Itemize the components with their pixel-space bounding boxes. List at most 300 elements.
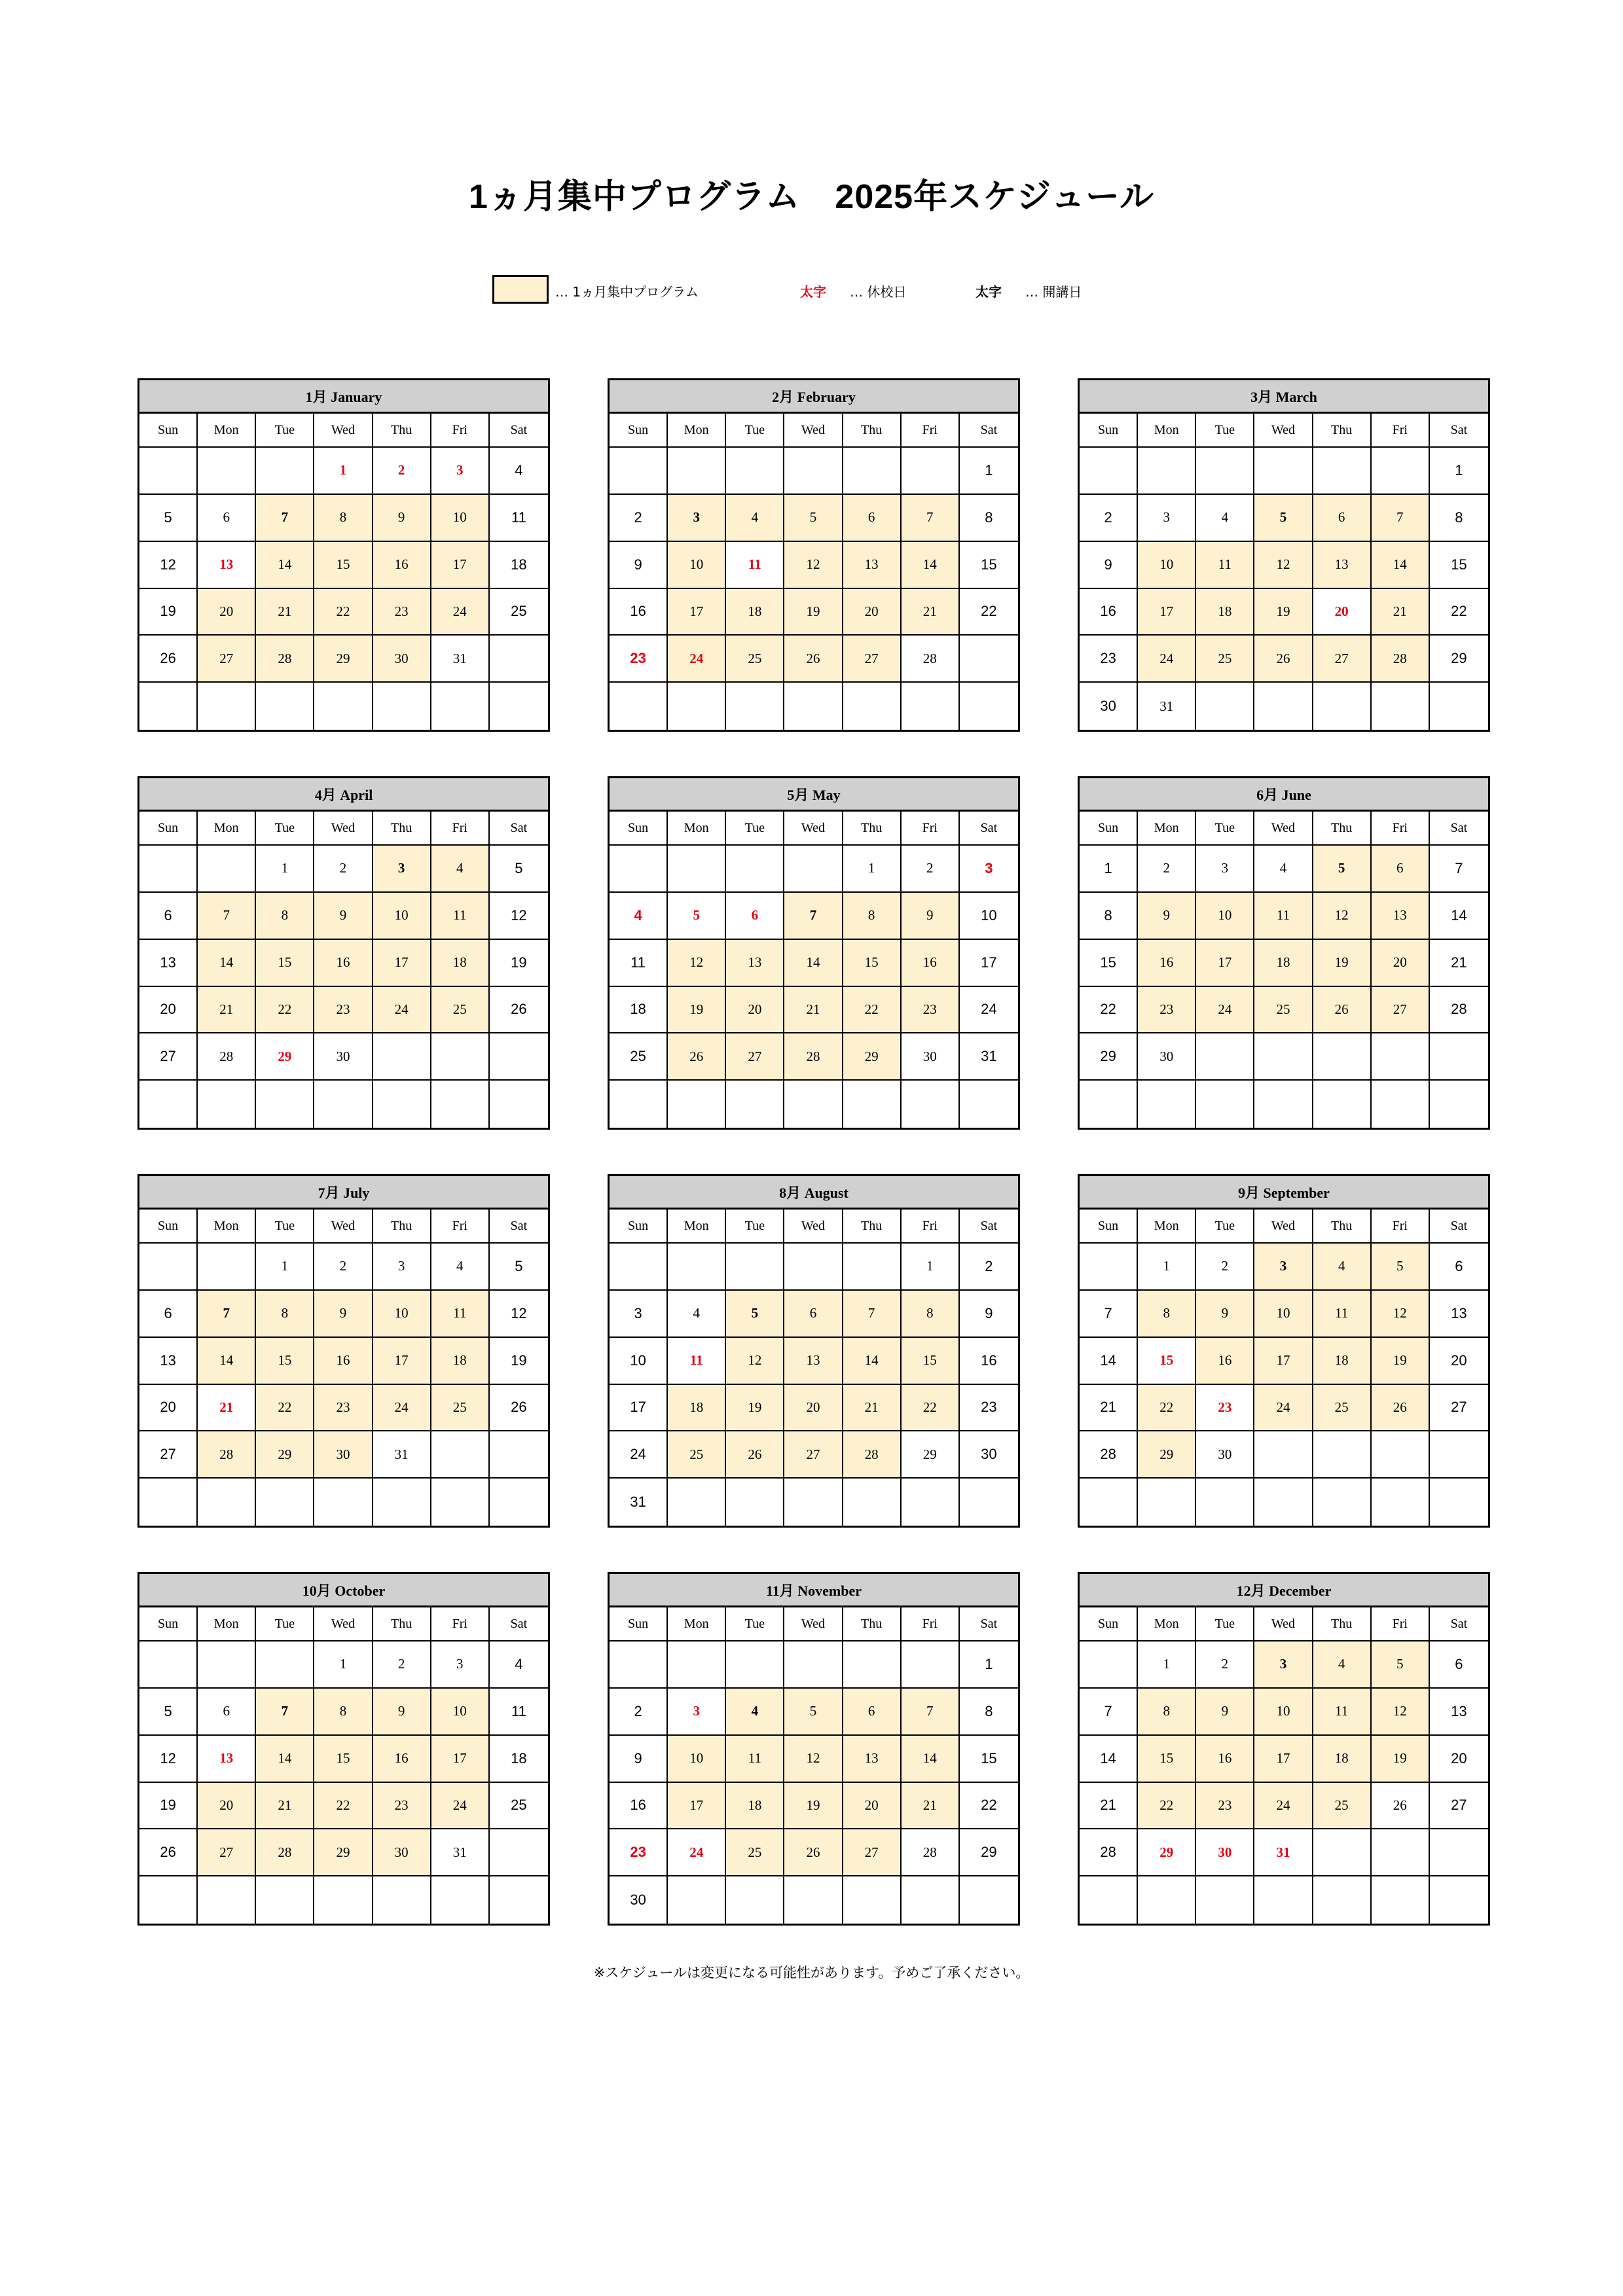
weekday-header: Fri [1372,1210,1430,1244]
empty-day-cell [726,1876,784,1924]
weekday-header: Fri [431,812,490,846]
day-cell: 8 [960,495,1018,542]
empty-day-cell [784,1244,843,1291]
month-day-grid [137,414,550,732]
empty-day-cell [139,1244,198,1291]
weekday-header: Mon [668,812,726,846]
day-cell: 24 [668,1829,726,1876]
day-cell: 7 [1372,495,1430,542]
weekday-header: Fri [431,1210,490,1244]
empty-day-cell [198,846,256,893]
month-calendar [1078,1572,1490,1926]
month-calendar [1078,378,1490,732]
day-cell: 10 [1138,542,1196,589]
empty-day-cell [1372,683,1430,730]
day-cell: 2 [960,1244,1018,1291]
day-cell: 25 [490,1783,548,1830]
empty-day-cell [139,1479,198,1526]
day-cell: 31 [431,636,490,683]
day-cell: 6 [843,1689,902,1736]
day-cell: 27 [843,636,902,683]
weekday-header: Wed [784,1607,843,1641]
day-cell: 26 [668,1033,726,1081]
day-cell: 28 [902,636,960,683]
day-cell: 11 [490,495,548,542]
empty-day-cell [726,1479,784,1526]
weekday-header: Sat [490,1210,548,1244]
day-cell: 3 [610,1291,668,1338]
weekday-header: Sat [1430,812,1488,846]
day-cell: 8 [314,495,373,542]
day-cell: 9 [314,1291,373,1338]
day-cell: 4 [431,1244,490,1291]
day-cell: 29 [960,1829,1018,1876]
day-cell: 30 [1080,683,1138,730]
weekday-header: Fri [902,414,960,448]
day-cell: 31 [373,1431,431,1479]
day-cell: 29 [256,1431,314,1479]
day-cell: 25 [490,589,548,636]
weekday-header: Tue [256,1607,314,1641]
day-cell: 5 [490,1244,548,1291]
weekday-header: Sun [1080,1607,1138,1641]
day-cell: 29 [843,1033,902,1081]
day-cell: 26 [1372,1783,1430,1830]
empty-day-cell [726,1081,784,1128]
empty-day-cell [1196,1033,1254,1081]
weekday-header: Tue [1196,1607,1254,1641]
day-cell: 10 [610,1338,668,1385]
day-cell: 8 [1138,1689,1196,1736]
day-cell: 21 [784,987,843,1034]
day-cell: 25 [726,1829,784,1876]
empty-day-cell [314,1876,373,1924]
month-day-grid [608,414,1020,732]
empty-day-cell [902,1876,960,1924]
day-cell: 24 [668,636,726,683]
day-cell: 18 [1196,589,1254,636]
month-title: 10月 October [137,1572,550,1607]
day-cell: 4 [1313,1244,1372,1291]
empty-day-cell [139,683,198,730]
day-cell: 27 [1430,1783,1488,1830]
day-cell: 9 [1196,1689,1254,1736]
day-cell: 4 [490,1641,548,1689]
day-cell: 25 [726,636,784,683]
day-cell: 8 [1430,495,1488,542]
empty-day-cell [784,683,843,730]
day-cell: 20 [1430,1338,1488,1385]
empty-day-cell [198,1244,256,1291]
month-day-grid [137,812,550,1130]
day-cell: 19 [784,589,843,636]
day-cell: 30 [1196,1829,1254,1876]
day-cell: 1 [1138,1244,1196,1291]
day-cell: 23 [1080,636,1138,683]
day-cell: 4 [668,1291,726,1338]
day-cell: 31 [431,1829,490,1876]
day-cell: 7 [1080,1689,1138,1736]
empty-day-cell [1313,683,1372,730]
empty-day-cell [1372,1479,1430,1526]
day-cell: 11 [668,1338,726,1385]
weekday-header: Thu [1313,1607,1372,1641]
day-cell: 8 [1080,893,1138,940]
day-cell: 3 [373,846,431,893]
weekday-header: Mon [1138,1210,1196,1244]
day-cell: 21 [1430,940,1488,987]
weekday-header: Tue [1196,414,1254,448]
day-cell: 6 [198,1689,256,1736]
day-cell: 12 [784,1736,843,1783]
empty-day-cell [431,1479,490,1526]
empty-day-cell [1313,1829,1372,1876]
day-cell: 9 [610,1736,668,1783]
day-cell: 19 [490,1338,548,1385]
day-cell: 7 [198,893,256,940]
weekday-header: Sun [610,414,668,448]
day-cell: 2 [1196,1244,1254,1291]
month-calendar [137,1174,550,1528]
empty-day-cell [431,1876,490,1924]
month-day-grid [608,812,1020,1130]
day-cell: 18 [1254,940,1313,987]
day-cell: 28 [256,636,314,683]
empty-day-cell [960,683,1018,730]
day-cell: 12 [139,542,198,589]
day-cell: 19 [139,1783,198,1830]
weekday-header: Tue [726,812,784,846]
weekday-header: Thu [373,812,431,846]
day-cell: 28 [1080,1829,1138,1876]
empty-day-cell [256,1081,314,1128]
empty-day-cell [373,1479,431,1526]
day-cell: 31 [1254,1829,1313,1876]
empty-day-cell [198,1081,256,1128]
weekday-header: Tue [256,1210,314,1244]
day-cell: 12 [784,542,843,589]
day-cell: 18 [431,940,490,987]
weekday-header: Sat [1430,414,1488,448]
day-cell: 26 [490,1385,548,1432]
empty-day-cell [1254,448,1313,495]
empty-day-cell [1372,1829,1430,1876]
weekday-header: Fri [902,812,960,846]
day-cell: 21 [256,589,314,636]
empty-day-cell [139,1876,198,1924]
day-cell: 26 [490,987,548,1034]
empty-day-cell [1430,1479,1488,1526]
day-cell: 27 [139,1033,198,1081]
day-cell: 14 [256,542,314,589]
day-cell: 22 [256,1385,314,1432]
day-cell: 31 [960,1033,1018,1081]
empty-day-cell [490,1431,548,1479]
weekday-header: Wed [784,1210,843,1244]
day-cell: 13 [139,1338,198,1385]
day-cell: 6 [843,495,902,542]
day-cell: 20 [726,987,784,1034]
day-cell: 14 [198,1338,256,1385]
day-cell: 27 [784,1431,843,1479]
empty-day-cell [843,448,902,495]
day-cell: 20 [198,589,256,636]
day-cell: 26 [784,636,843,683]
day-cell: 25 [1313,1783,1372,1830]
day-cell: 16 [1196,1338,1254,1385]
day-cell: 14 [1080,1736,1138,1783]
legend-program-label: … 1ヵ月集中プログラム [555,284,699,300]
weekday-header: Fri [431,1607,490,1641]
day-cell: 10 [1254,1689,1313,1736]
weekday-header: Wed [314,1607,373,1641]
month-day-grid [137,1607,550,1926]
day-cell: 3 [960,846,1018,893]
day-cell: 10 [668,542,726,589]
day-cell: 2 [373,1641,431,1689]
empty-day-cell [843,1876,902,1924]
day-cell: 9 [1080,542,1138,589]
weekday-header: Tue [726,414,784,448]
day-cell: 26 [1254,636,1313,683]
empty-day-cell [843,1641,902,1689]
day-cell: 8 [902,1291,960,1338]
day-cell: 15 [256,940,314,987]
empty-day-cell [726,846,784,893]
day-cell: 21 [843,1385,902,1432]
day-cell: 9 [610,542,668,589]
day-cell: 27 [198,636,256,683]
empty-day-cell [139,1641,198,1689]
empty-day-cell [668,1641,726,1689]
day-cell: 25 [431,987,490,1034]
legend [0,272,1623,309]
day-cell: 18 [726,1783,784,1830]
empty-day-cell [1372,1431,1430,1479]
empty-day-cell [1430,1876,1488,1924]
empty-day-cell [784,1876,843,1924]
day-cell: 25 [668,1431,726,1479]
weekday-header: Fri [902,1607,960,1641]
empty-day-cell [1138,1081,1196,1128]
day-cell: 4 [610,893,668,940]
weekday-header: Mon [1138,1607,1196,1641]
day-cell: 18 [431,1338,490,1385]
empty-day-cell [843,1479,902,1526]
day-cell: 13 [784,1338,843,1385]
day-cell: 29 [314,1829,373,1876]
empty-day-cell [1196,1081,1254,1128]
month-calendar [608,1174,1020,1528]
weekday-header: Sat [1430,1210,1488,1244]
day-cell: 1 [1430,448,1488,495]
empty-day-cell [1430,683,1488,730]
day-cell: 19 [726,1385,784,1432]
empty-day-cell [1196,683,1254,730]
day-cell: 9 [1196,1291,1254,1338]
weekday-header: Thu [1313,1210,1372,1244]
day-cell: 22 [1138,1783,1196,1830]
empty-day-cell [373,1033,431,1081]
weekday-header: Sat [960,1607,1018,1641]
day-cell: 2 [314,846,373,893]
empty-day-cell [1372,1033,1430,1081]
day-cell: 9 [960,1291,1018,1338]
empty-day-cell [373,1876,431,1924]
day-cell: 20 [198,1783,256,1830]
day-cell: 12 [1372,1689,1430,1736]
day-cell: 1 [960,448,1018,495]
weekday-header: Tue [256,812,314,846]
day-cell: 7 [1430,846,1488,893]
day-cell: 20 [1313,589,1372,636]
day-cell: 7 [198,1291,256,1338]
day-cell: 14 [1080,1338,1138,1385]
day-cell: 10 [668,1736,726,1783]
day-cell: 29 [256,1033,314,1081]
empty-day-cell [490,636,548,683]
empty-day-cell [843,1244,902,1291]
day-cell: 18 [610,987,668,1034]
day-cell: 2 [314,1244,373,1291]
month-day-grid [608,1607,1020,1926]
day-cell: 27 [726,1033,784,1081]
weekday-header: Wed [1254,1210,1313,1244]
day-cell: 11 [726,1736,784,1783]
day-cell: 16 [1138,940,1196,987]
empty-day-cell [490,1876,548,1924]
day-cell: 14 [902,1736,960,1783]
day-cell: 29 [314,636,373,683]
day-cell: 14 [784,940,843,987]
empty-day-cell [1080,1479,1138,1526]
empty-day-cell [256,1876,314,1924]
day-cell: 7 [1080,1291,1138,1338]
empty-day-cell [726,683,784,730]
day-cell: 5 [668,893,726,940]
weekday-header: Wed [314,414,373,448]
day-cell: 29 [1430,636,1488,683]
day-cell: 1 [314,1641,373,1689]
day-cell: 1 [1080,846,1138,893]
day-cell: 19 [1313,940,1372,987]
day-cell: 18 [726,589,784,636]
weekday-header: Sat [1430,1607,1488,1641]
weekday-header: Thu [373,414,431,448]
day-cell: 30 [314,1431,373,1479]
day-cell: 25 [431,1385,490,1432]
day-cell: 12 [1254,542,1313,589]
day-cell: 26 [1372,1385,1430,1432]
empty-day-cell [1080,1244,1138,1291]
day-cell: 25 [1196,636,1254,683]
day-cell: 1 [1138,1641,1196,1689]
month-calendar [608,378,1020,732]
day-cell: 17 [1254,1338,1313,1385]
weekday-header: Wed [784,812,843,846]
empty-day-cell [960,636,1018,683]
weekday-header: Sun [139,1607,198,1641]
day-cell: 23 [314,1385,373,1432]
day-cell: 2 [1138,846,1196,893]
weekday-header: Fri [1372,812,1430,846]
empty-day-cell [902,1479,960,1526]
day-cell: 13 [726,940,784,987]
day-cell: 2 [1196,1641,1254,1689]
day-cell: 27 [1313,636,1372,683]
day-cell: 16 [373,1736,431,1783]
empty-day-cell [198,1479,256,1526]
empty-day-cell [784,1081,843,1128]
empty-day-cell [1430,1081,1488,1128]
day-cell: 28 [198,1033,256,1081]
day-cell: 15 [1138,1338,1196,1385]
day-cell: 10 [1196,893,1254,940]
weekday-header: Sat [960,414,1018,448]
day-cell: 24 [431,589,490,636]
day-cell: 15 [960,542,1018,589]
empty-day-cell [960,1081,1018,1128]
day-cell: 16 [610,589,668,636]
day-cell: 8 [256,1291,314,1338]
empty-day-cell [1196,1876,1254,1924]
day-cell: 6 [1372,846,1430,893]
day-cell: 19 [139,589,198,636]
day-cell: 14 [256,1736,314,1783]
day-cell: 8 [314,1689,373,1736]
schedule-note: ※スケジュールは変更になる可能性があります。予めご了承ください。 [593,1965,1030,1981]
weekday-header: Fri [902,1210,960,1244]
day-cell: 16 [1080,589,1138,636]
day-cell: 18 [490,542,548,589]
empty-day-cell [610,448,668,495]
day-cell: 25 [610,1033,668,1081]
day-cell: 3 [1254,1244,1313,1291]
day-cell: 1 [843,846,902,893]
day-cell: 1 [314,448,373,495]
day-cell: 6 [726,893,784,940]
day-cell: 9 [1138,893,1196,940]
day-cell: 26 [139,1829,198,1876]
month-day-grid [1078,414,1490,732]
day-cell: 2 [610,495,668,542]
day-cell: 28 [1372,636,1430,683]
empty-day-cell [431,1033,490,1081]
weekday-header: Sat [490,1607,548,1641]
weekday-header: Sun [610,1607,668,1641]
weekday-header: Tue [1196,812,1254,846]
day-cell: 11 [610,940,668,987]
day-cell: 17 [1138,589,1196,636]
day-cell: 29 [902,1431,960,1479]
empty-day-cell [373,1081,431,1128]
day-cell: 7 [902,1689,960,1736]
day-cell: 31 [610,1479,668,1526]
day-cell: 24 [373,1385,431,1432]
day-cell: 6 [1313,495,1372,542]
day-cell: 10 [373,1291,431,1338]
day-cell: 5 [1372,1641,1430,1689]
day-cell: 22 [1430,589,1488,636]
day-cell: 13 [198,1736,256,1783]
day-cell: 21 [1372,589,1430,636]
legend-lecture-marker: 太字 [976,284,1002,300]
day-cell: 15 [1138,1736,1196,1783]
month-title: 1月 January [137,378,550,414]
day-cell: 11 [431,1291,490,1338]
day-cell: 4 [1196,495,1254,542]
month-day-grid [1078,1607,1490,1926]
